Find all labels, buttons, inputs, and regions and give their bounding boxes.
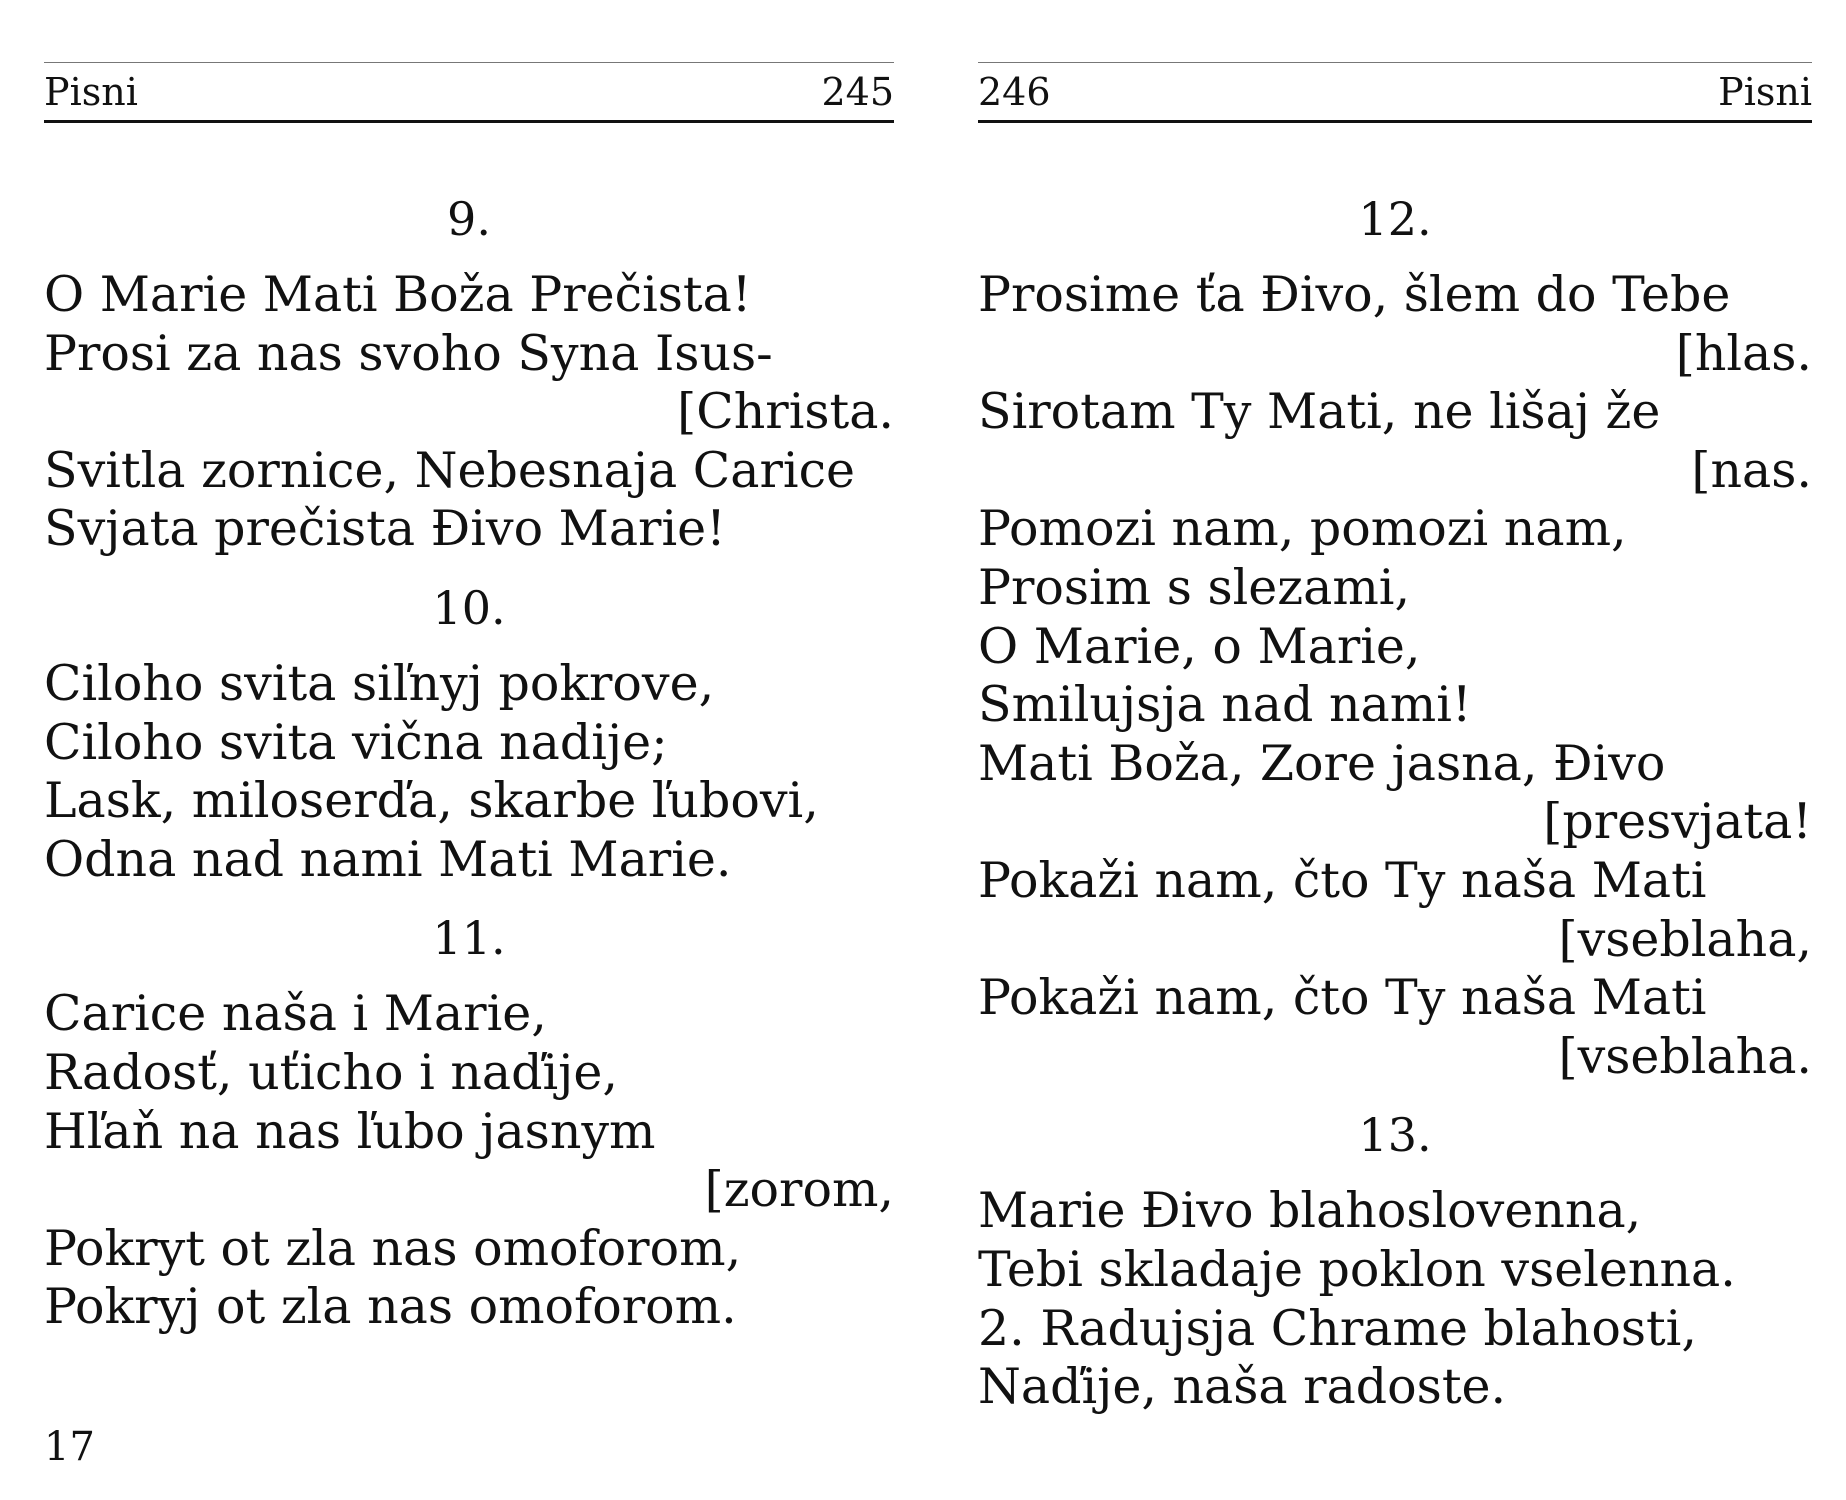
- page-number: 246: [978, 70, 1051, 114]
- left-page-header: [44, 68, 894, 123]
- verse-line-continuation: [hlas.: [1675, 324, 1812, 382]
- verse-line: Naďije, naša radoste.: [978, 1358, 1507, 1416]
- header-top-rule: [978, 62, 1812, 63]
- running-title: Pisni: [1718, 70, 1812, 114]
- verse-line: Marie Đivo blahoslovenna,: [978, 1182, 1642, 1240]
- verse-line: Prosi za nas svoho Syna Isus-: [44, 324, 773, 382]
- verse-line: Prosim s slezami,: [978, 558, 1411, 616]
- verse-line-continuation: [vseblaha,: [1558, 910, 1812, 968]
- stanza-number: 12.: [1358, 192, 1432, 246]
- verse-line: Smilujsja nad nami!: [978, 676, 1472, 734]
- stanza-number: 10.: [432, 580, 506, 635]
- right-page-content: [978, 178, 1812, 1437]
- verse-line: O Marie Mati Boža Prečista!: [44, 266, 752, 323]
- stanza-number: 13.: [1358, 1108, 1432, 1163]
- stanza: [978, 190, 1812, 1086]
- page-number: 245: [821, 70, 894, 114]
- right-page: [978, 0, 1812, 1500]
- verse-line: Radosť, uťicho i naďije,: [44, 1043, 618, 1101]
- verse-line-continuation: [Christa.: [677, 383, 894, 441]
- verse-line: Tebi skladaje poklon vselenna.: [978, 1240, 1736, 1298]
- verse-line: Pokaži nam, čto Ty naša Mati: [978, 969, 1707, 1027]
- running-title: Pisni: [44, 70, 138, 114]
- verse-line: Carice naša i Marie,: [44, 985, 547, 1043]
- verse-line: Pokryt ot zla nas omoforom,: [44, 1219, 742, 1277]
- stanza-number: 11.: [432, 911, 506, 966]
- verse-line: Mati Boža, Zore jasna, Đivo: [978, 734, 1666, 792]
- verse-line: Lask, miloserďa, skarbe ľubovi,: [44, 772, 819, 830]
- right-page-header: [978, 68, 1812, 123]
- stanza: [978, 1106, 1812, 1416]
- stanza: [44, 190, 894, 559]
- verse-line: Pokryj ot zla nas omoforom.: [44, 1278, 737, 1336]
- verse-line: Ciloho svita vična nadije;: [44, 713, 668, 771]
- verse-line: Pokaži nam, čto Ty naša Mati: [978, 851, 1707, 909]
- verse-line: Prosime ťa Đivo, šlem do Tebe: [978, 266, 1731, 323]
- header-top-rule: [44, 62, 894, 63]
- signature-mark: 17: [44, 1424, 95, 1470]
- verse-line-continuation: [presvjata!: [1543, 793, 1812, 851]
- verse-line: Hľaň na nas ľubo jasnym: [44, 1102, 656, 1160]
- verse-line: Ciloho svita siľnyj pokrove,: [44, 654, 715, 712]
- verse-line-continuation: [zorom,: [704, 1161, 894, 1219]
- verse-line: Svjata prečista Đivo Marie!: [44, 500, 726, 558]
- verse-line-continuation: [nas.: [1691, 441, 1812, 499]
- stanza: [44, 909, 894, 1337]
- verse-line: Svitla zornice, Nebesnaja Carice: [44, 441, 856, 499]
- verse-line: O Marie, o Marie,: [978, 617, 1421, 675]
- verse-line-continuation: [vseblaha.: [1558, 1027, 1812, 1085]
- verse-line: Pomozi nam, pomozi nam,: [978, 500, 1627, 558]
- verse-line: Sirotam Ty Mati, ne lišaj že: [978, 383, 1661, 441]
- verse-line: 2. Radujsja Chrame blahosti,: [978, 1299, 1697, 1357]
- verse-line: Odna nad nami Mati Marie.: [44, 830, 732, 888]
- stanza: [44, 579, 894, 889]
- left-page-content: [44, 178, 894, 1357]
- left-page: [44, 0, 894, 1500]
- stanza-number: 9.: [447, 192, 491, 246]
